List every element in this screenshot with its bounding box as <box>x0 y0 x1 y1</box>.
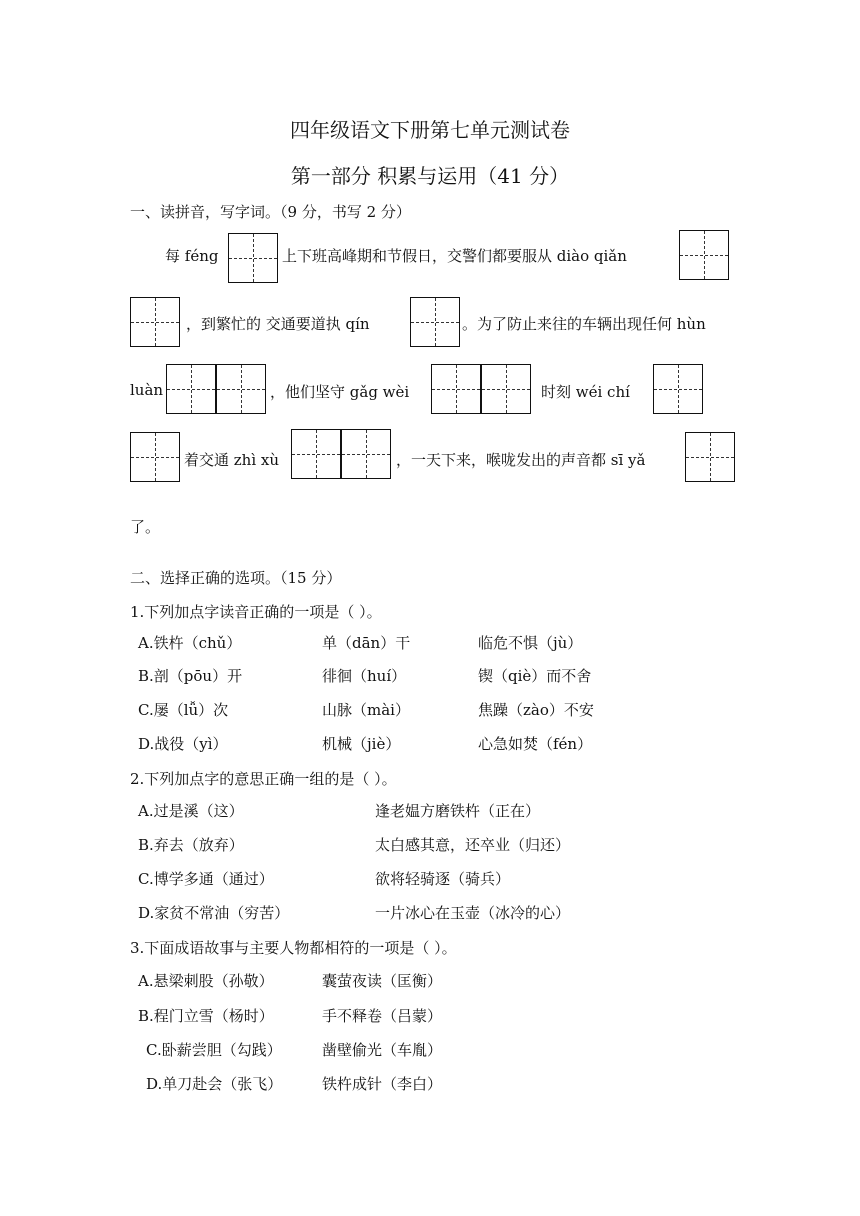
answer-box[interactable] <box>679 230 729 280</box>
answer-box[interactable] <box>481 364 531 414</box>
section1-heading: 一、读拼音，写字词。（9 分，书写 2 分） <box>130 203 411 221</box>
q2-option-d-1: D.家贫不常油（穷苦） <box>138 904 290 922</box>
answer-box[interactable] <box>130 432 180 482</box>
q1-stem: 1.下列加点字读音正确的一项是（ ）。 <box>130 603 382 621</box>
line5-text: 了。 <box>130 518 161 536</box>
q2-option-a-2: 逢老媪方磨铁杵（正在） <box>375 802 541 820</box>
line3-text-c: 时刻 wéi chí <box>541 383 630 401</box>
q2-option-a-1: A.过是溪（这） <box>138 802 244 820</box>
q3-option-d-2: 铁杵成针（李白） <box>322 1075 443 1093</box>
answer-box[interactable] <box>410 297 460 347</box>
line1-text-b: 上下班高峰期和节假日，交警们都要服从 diào qiǎn <box>282 247 627 265</box>
q3-option-a-2: 囊萤夜读（匡衡） <box>322 972 443 990</box>
line1-text-a: 每 féng <box>165 247 219 265</box>
q2-option-d-2: 一片冰心在玉壶（冰冷的心） <box>375 904 571 922</box>
page-title: 四年级语文下册第七单元测试卷 <box>290 118 570 142</box>
answer-box[interactable] <box>130 297 180 347</box>
q1-option-b-2: 徘徊（huí） <box>322 667 407 685</box>
q2-option-b-1: B.弃去（放弃） <box>138 836 244 854</box>
line3-text-a: luàn <box>130 381 164 399</box>
answer-box[interactable] <box>291 429 341 479</box>
q3-option-d-1: D.单刀赴会（张飞） <box>146 1075 283 1093</box>
answer-box[interactable] <box>228 233 278 283</box>
q2-stem: 2.下列加点字的意思正确一组的是（ ）。 <box>130 770 397 788</box>
q3-option-b-1: B.程门立雪（杨时） <box>138 1007 274 1025</box>
line2-text-a: ，到繁忙的 交通要道执 qín <box>186 315 370 333</box>
q2-option-b-2: 太白感其意，还卒业（归还） <box>375 836 571 854</box>
q1-option-b-3: 锲（qiè）而不舍 <box>478 667 592 685</box>
q1-option-b-1: B.剖（pōu）开 <box>138 667 243 685</box>
q3-option-c-1: C.卧薪尝胆（勾践） <box>146 1041 282 1059</box>
section2-heading: 二、选择正确的选项。（15 分） <box>130 569 342 587</box>
q1-option-a-3: 临危不惧（jù） <box>478 634 583 652</box>
answer-box[interactable] <box>653 364 703 414</box>
q3-option-b-2: 手不释卷（吕蒙） <box>322 1007 443 1025</box>
part-title: 第一部分 积累与运用（41 分） <box>290 164 570 188</box>
answer-box[interactable] <box>431 364 481 414</box>
q1-option-a-1: A.铁杵（chǔ） <box>138 634 242 652</box>
q3-stem: 3.下面成语故事与主要人物都相符的一项是（ ）。 <box>130 939 457 957</box>
answer-box[interactable] <box>216 364 266 414</box>
q1-option-d-1: D.战役（yì） <box>138 735 228 753</box>
q2-option-c-1: C.博学多通（通过） <box>138 870 274 888</box>
q1-option-c-1: C.屡（lǚ）次 <box>138 701 229 719</box>
q1-option-d-2: 机械（jiè） <box>322 735 401 753</box>
line3-text-b: ，他们坚守 gǎg wèi <box>270 383 410 401</box>
q1-option-d-3: 心急如焚（fén） <box>478 735 593 753</box>
answer-box[interactable] <box>685 432 735 482</box>
q2-option-c-2: 欲将轻骑逐（骑兵） <box>375 870 511 888</box>
q1-option-c-3: 焦躁（zào）不安 <box>478 701 594 719</box>
q3-option-a-1: A.悬梁刺股（孙敬） <box>138 972 274 990</box>
line4-text-b: ，一天下来，喉咙发出的声音都 sī yǎ <box>396 451 646 469</box>
q3-option-c-2: 凿壁偷光（车胤） <box>322 1041 443 1059</box>
q1-option-c-2: 山脉（mài） <box>322 701 410 719</box>
q1-option-a-2: 单（dān）干 <box>322 634 411 652</box>
answer-box[interactable] <box>341 429 391 479</box>
answer-box[interactable] <box>166 364 216 414</box>
line2-text-b: 。为了防止来往的车辆出现任何 hùn <box>462 315 706 333</box>
line4-text-a: 着交通 zhì xù <box>184 451 280 469</box>
